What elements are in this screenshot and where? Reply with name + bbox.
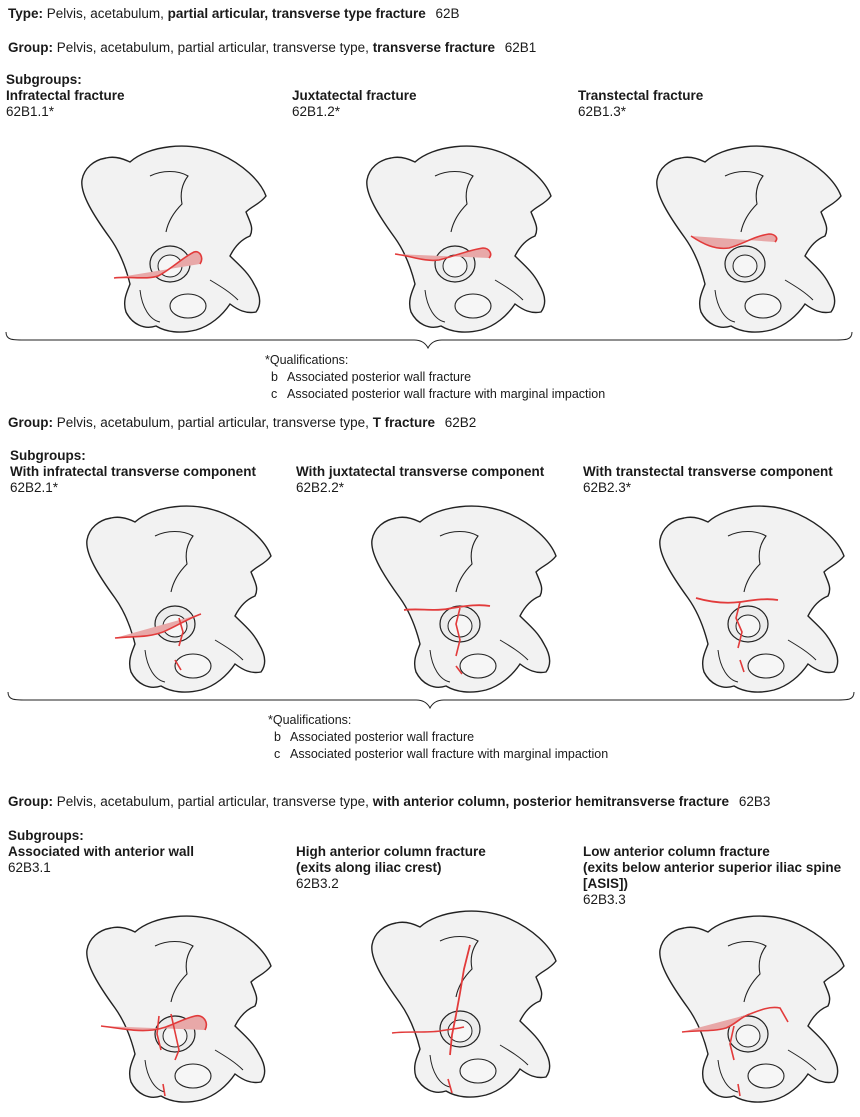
group1-code: 62B1 [504, 40, 537, 55]
group2-qualifications [268, 712, 608, 763]
group2-header [8, 415, 476, 430]
item-title-line-1: High anterior column fracture [296, 844, 486, 859]
pelvis-illustration-anterior-wall [75, 910, 275, 1110]
group1-item-1 [6, 88, 125, 120]
pelvis-illustration-t-transtectal [648, 500, 848, 700]
item-title: Associated with anterior wall [8, 844, 195, 859]
type-text-bold: partial articular, transverse type fracture [167, 6, 426, 21]
group2-text: Pelvis, acetabulum, partial articular, transverse type, [56, 415, 369, 430]
qualification-c [268, 746, 608, 763]
group2-item-2 [296, 464, 544, 496]
group3-code: 62B3 [738, 794, 771, 809]
item-code: 62B2.2* [296, 480, 345, 495]
group1-brace [4, 330, 854, 350]
item-title: With juxtatectal transverse component [296, 464, 545, 479]
qualification-letter: c [274, 747, 281, 761]
pelvis-illustration-t-infratectal [75, 500, 275, 700]
group1-text: Pelvis, acetabulum, partial articular, transverse type, [56, 40, 369, 55]
group3-item-1 [8, 844, 194, 876]
item-title: Infratectal fracture [6, 88, 125, 103]
item-title-line-3: [ASIS]) [583, 876, 628, 891]
qualification-letter: b [271, 370, 278, 384]
qualification-b [265, 369, 605, 386]
qualification-text: Associated posterior wall fracture [290, 730, 475, 744]
qualification-letter: b [274, 730, 281, 744]
qualifications-title: *Qualifications: [265, 353, 349, 367]
group2-brace [6, 690, 856, 710]
group3-item-2 [296, 844, 486, 892]
item-code: 62B1.2* [292, 104, 341, 119]
type-line [8, 6, 460, 21]
group3-subgroups-label: Subgroups: [8, 828, 84, 843]
group1-item-2 [292, 88, 417, 120]
type-text: Pelvis, acetabulum, [46, 6, 164, 21]
item-code: 62B2.1* [10, 480, 59, 495]
group2-item-1 [10, 464, 256, 496]
group1-text-bold: transverse fracture [372, 40, 496, 55]
group3-text: Pelvis, acetabulum, partial articular, transverse type, [56, 794, 369, 809]
item-code: 62B2.3* [583, 480, 632, 495]
item-title: With infratectal transverse component [10, 464, 256, 479]
qualification-text: Associated posterior wall fracture with marginal impaction [287, 387, 606, 401]
group1-subgroups-label: Subgroups: [6, 72, 82, 87]
group2-text-bold: T fracture [372, 415, 435, 430]
pelvis-illustration-low-anterior-column [648, 910, 848, 1110]
group1-item-3 [578, 88, 703, 120]
item-code: 62B3.1 [8, 860, 51, 875]
item-code: 62B3.3 [583, 892, 626, 907]
item-title-line-2: (exits below anterior superior iliac spine [583, 860, 842, 875]
type-code: 62B [435, 6, 460, 21]
item-title: Juxtatectal fracture [292, 88, 417, 103]
item-title-line-2: (exits along iliac crest) [296, 860, 442, 875]
group2-subgroups-label: Subgroups: [10, 448, 86, 463]
qualification-c [265, 386, 605, 403]
group2-code: 62B2 [444, 415, 477, 430]
group1-qualifications [265, 352, 605, 403]
pelvis-illustration-high-anterior-column [360, 905, 560, 1105]
item-code: 62B3.2 [296, 876, 339, 891]
group3-label: Group: [8, 794, 53, 809]
group3-item-3 [583, 844, 841, 908]
qualification-text: Associated posterior wall fracture with marginal impaction [290, 747, 609, 761]
item-code: 62B1.3* [578, 104, 627, 119]
type-label: Type: [8, 6, 44, 21]
item-title: With transtectal transverse component [583, 464, 833, 479]
group1-label: Group: [8, 40, 53, 55]
group2-label: Group: [8, 415, 53, 430]
group2-item-3 [583, 464, 833, 496]
pelvis-illustration-juxtatectal [355, 140, 555, 340]
pelvis-illustration-transtectal [645, 140, 845, 340]
qualification-text: Associated posterior wall fracture [287, 370, 472, 384]
qualification-letter: c [271, 387, 278, 401]
qualifications-title: *Qualifications: [268, 713, 352, 727]
group3-header [8, 794, 770, 809]
pelvis-illustration-infratectal [70, 140, 270, 340]
group3-text-bold: with anterior column, posterior hemitransverse fracture [372, 794, 730, 809]
group1-header [8, 40, 536, 55]
qualification-b [268, 729, 608, 746]
item-title-line-1: Low anterior column fracture [583, 844, 770, 859]
item-code: 62B1.1* [6, 104, 55, 119]
item-title: Transtectal fracture [578, 88, 704, 103]
pelvis-illustration-t-juxtatectal [360, 500, 560, 700]
